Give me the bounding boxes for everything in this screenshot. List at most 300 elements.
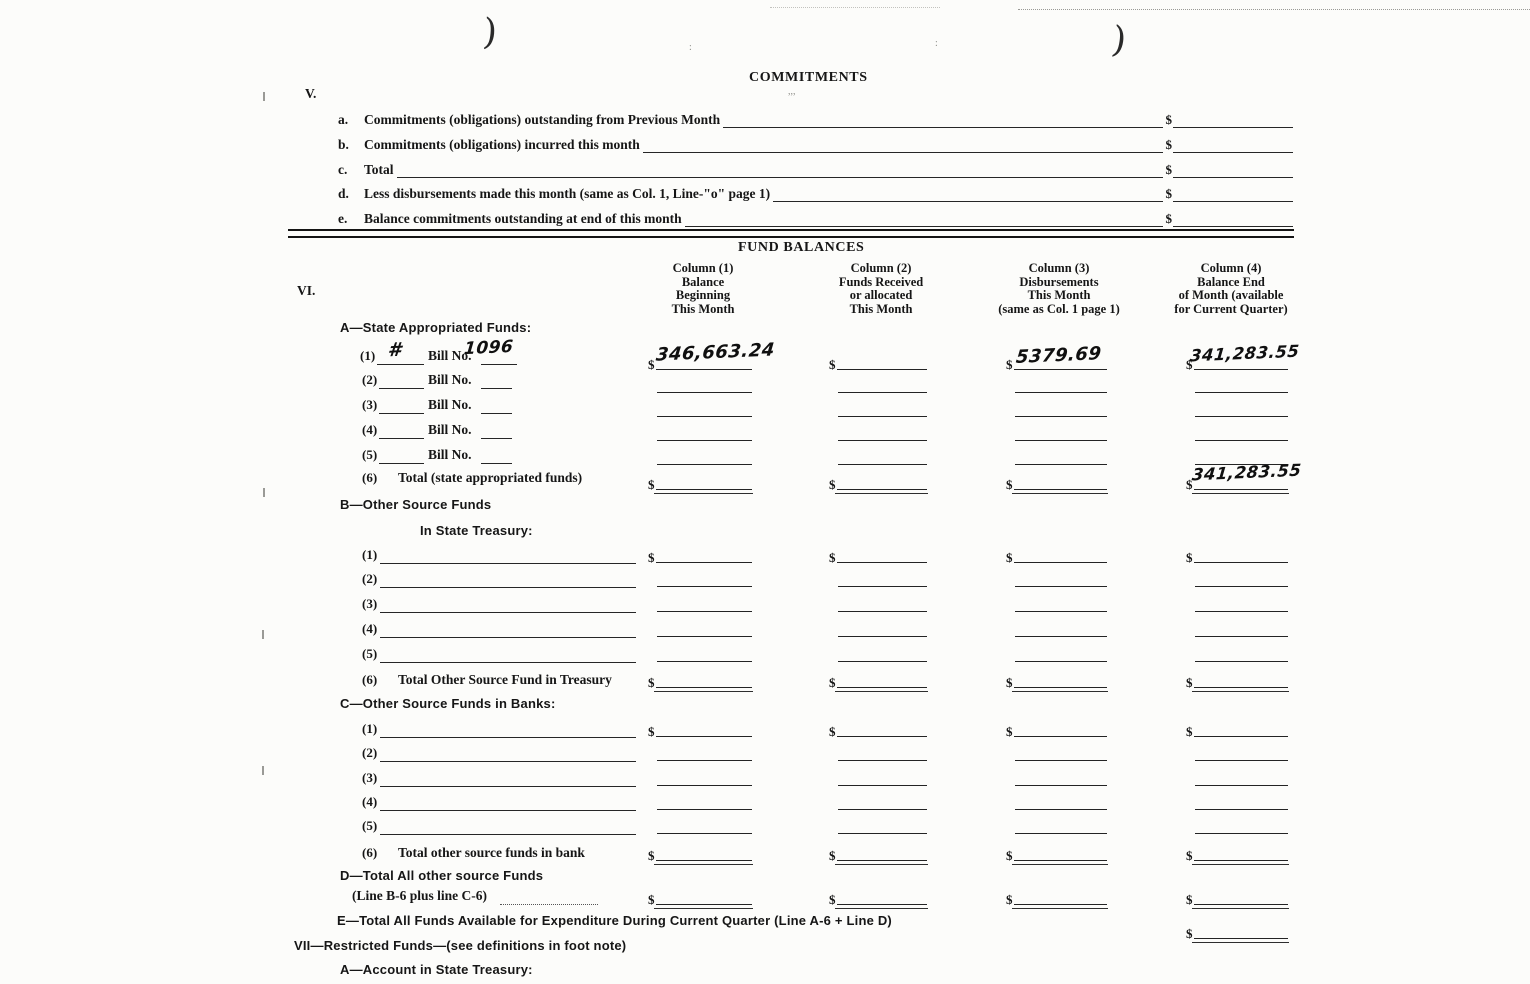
cell-b4-c3 <box>1006 618 1107 637</box>
amount-line <box>1194 717 1289 737</box>
amount-line <box>838 373 927 393</box>
dollar-sign: $ <box>829 848 836 863</box>
cell-c4-c2 <box>829 791 927 810</box>
amount-line <box>837 350 928 370</box>
scan-artifact-speck <box>262 766 264 775</box>
column-header-line: Column (2) <box>850 261 912 275</box>
column-header-line: This Month <box>671 301 735 316</box>
dollar-sign: $ <box>1186 892 1193 907</box>
amount-line <box>1195 642 1288 662</box>
dollar-sign: $ <box>1186 357 1193 372</box>
cell-d-c1 <box>648 886 752 905</box>
scan-artifact-paren: ) <box>481 11 499 54</box>
scan-artifact-speck <box>263 92 265 101</box>
cell-b3-c1 <box>648 593 752 612</box>
cell-a4-c1 <box>648 422 752 441</box>
amount-line <box>1015 445 1107 465</box>
description-line <box>380 562 636 564</box>
description-line <box>380 586 636 588</box>
cell-b2-c1 <box>648 568 752 587</box>
row-e-label: E—Total All Funds Available for Expenditure During Current Quarter (Line A-6 + Line D) <box>337 913 892 928</box>
commitment-row-d <box>338 182 1293 202</box>
cell-b3-c4 <box>1186 593 1288 612</box>
cell-b2-c4 <box>1186 568 1288 587</box>
commitment-row-e <box>338 207 1293 227</box>
bill-no-line <box>481 462 512 464</box>
cell-b6-c2 <box>829 669 927 688</box>
dollar-sign: $ <box>1186 848 1193 863</box>
cell-c4-c4 <box>1186 791 1288 810</box>
amount-line <box>656 668 753 688</box>
dollar-sign: $ <box>1006 357 1013 372</box>
cell-b1-c4 <box>1186 544 1288 563</box>
cell-a5-c2 <box>829 446 927 465</box>
dollar-sign: $ <box>1006 724 1013 739</box>
cell-b6-c3 <box>1006 669 1107 688</box>
scan-artifact-mark: : <box>935 38 938 49</box>
row-number: (5) <box>362 447 378 462</box>
row-number: (2) <box>362 571 378 586</box>
amount-line <box>1173 176 1293 178</box>
amount-line <box>656 841 753 861</box>
column-header-3 <box>969 262 1149 316</box>
cell-b4-c2 <box>829 618 927 637</box>
handwritten-a1-col3: 5379.69 <box>1015 343 1103 368</box>
dollar-sign: $ <box>1165 112 1172 127</box>
cell-c5-c1 <box>648 815 752 834</box>
bill-no-line <box>481 363 517 365</box>
row-number: (6) <box>362 845 378 860</box>
column-header-4 <box>1141 262 1321 316</box>
column-header-2 <box>791 262 971 316</box>
dollar-sign: $ <box>1006 892 1013 907</box>
dollar-sign: $ <box>1165 186 1172 201</box>
cell-c3-c1 <box>648 767 752 786</box>
dollar-sign: $ <box>829 892 836 907</box>
cell-c3-c3 <box>1006 767 1107 786</box>
cell-c2-c4 <box>1186 742 1288 761</box>
amount-line <box>657 373 752 393</box>
amount-line <box>1195 617 1288 637</box>
dollar-sign: $ <box>1186 477 1193 492</box>
dollar-sign: $ <box>1186 724 1193 739</box>
cell-b6-c4 <box>1186 669 1288 688</box>
cell-c3-c2 <box>829 767 927 786</box>
row-letter: c. <box>338 162 348 177</box>
row-number: (6) <box>362 470 378 485</box>
dollar-sign: $ <box>648 724 655 739</box>
column-header-line: Column (4) <box>1200 261 1262 275</box>
section-vii-heading: VII—Restricted Funds—(see definitions in foot note) <box>294 938 627 953</box>
amount-line <box>1014 885 1108 905</box>
amount-line <box>1195 790 1288 810</box>
cell-c6-c2 <box>829 842 927 861</box>
amount-line <box>1015 421 1107 441</box>
scan-artifact-mark: : <box>689 42 692 53</box>
amount-line <box>1015 397 1107 417</box>
dollar-sign: $ <box>648 675 655 690</box>
description-line <box>380 661 636 663</box>
fill-line <box>685 225 1163 227</box>
bill-prefix-line <box>379 412 424 414</box>
description-line <box>380 809 636 811</box>
amount-line <box>838 642 927 662</box>
cell-b2-c3 <box>1006 568 1107 587</box>
dollar-sign: $ <box>1165 162 1172 177</box>
dollar-sign: $ <box>1165 211 1172 226</box>
amount-line <box>1015 642 1107 662</box>
section-b-subheading: In State Treasury: <box>420 523 533 538</box>
amount-line <box>837 885 928 905</box>
amount-line <box>1173 225 1293 227</box>
section-a-heading: A—State Appropriated Funds: <box>340 320 532 335</box>
bill-prefix-line <box>377 363 424 365</box>
amount-line <box>1194 919 1289 939</box>
bill-no-label: Bill No. <box>428 447 472 462</box>
amount-line <box>1195 814 1288 834</box>
row-letter: e. <box>338 211 348 226</box>
scan-artifact-line <box>770 6 940 8</box>
commitment-row-a <box>338 108 1293 128</box>
cell-a6-c2 <box>829 471 927 490</box>
amount-line <box>1194 885 1289 905</box>
amount-line <box>1015 373 1107 393</box>
section-c-heading: C—Other Source Funds in Banks: <box>340 696 556 711</box>
amount-line <box>838 397 927 417</box>
amount-line <box>657 421 752 441</box>
cell-a6-c3 <box>1006 471 1107 490</box>
dollar-sign: $ <box>648 848 655 863</box>
row-number: (4) <box>362 621 378 636</box>
dollar-sign: $ <box>829 550 836 565</box>
commitments-title: COMMITMENTS <box>749 70 868 85</box>
cell-a3-c1 <box>648 398 752 417</box>
amount-line <box>1015 790 1107 810</box>
cell-c6-c3 <box>1006 842 1107 861</box>
commitment-row-b <box>338 133 1293 153</box>
cell-b6-c1 <box>648 669 752 688</box>
row-letter: d. <box>338 186 349 201</box>
column-header-line: Balance <box>681 274 725 289</box>
column-header-line: Balance End <box>1197 274 1265 289</box>
column-header-line: Beginning <box>675 288 731 302</box>
cell-a5-c1 <box>648 446 752 465</box>
cell-b4-c4 <box>1186 618 1288 637</box>
total-label: Total Other Source Fund in Treasury <box>398 672 612 687</box>
cell-a1-c2 <box>829 351 927 370</box>
description-line <box>380 736 636 738</box>
amount-line <box>1195 397 1288 417</box>
row-label: Balance commitments outstanding at end of this month <box>364 211 682 226</box>
cell-c5-c2 <box>829 815 927 834</box>
dollar-sign: $ <box>648 550 655 565</box>
row-label: Less disbursements made this month (same as Col. 1, Line-"o" page 1) <box>364 186 771 201</box>
amount-line <box>1195 373 1288 393</box>
row-number: (2) <box>362 745 378 760</box>
handwritten-a6-col4: 341,283.55 <box>1191 460 1303 485</box>
amount-line <box>657 642 752 662</box>
cell-b3-c3 <box>1006 593 1107 612</box>
row-number: (2) <box>362 372 378 387</box>
amount-line <box>838 592 927 612</box>
amount-line <box>1014 543 1108 563</box>
dollar-sign: $ <box>829 357 836 372</box>
cell-c4-c3 <box>1006 791 1107 810</box>
row-label: Total <box>364 162 394 177</box>
amount-line <box>1014 668 1108 688</box>
fund-balances-title: FUND BALANCES <box>738 240 865 255</box>
description-line <box>380 760 636 762</box>
bill-prefix-line <box>379 437 424 439</box>
row-d-label-1: D—Total All other source Funds <box>340 868 544 883</box>
handwritten-bill-prefix: # <box>386 338 403 362</box>
fill-line <box>397 176 1163 178</box>
column-header-line: Funds Received <box>838 274 924 289</box>
cell-b1-c1 <box>648 544 752 563</box>
amount-line <box>838 814 927 834</box>
amount-line <box>1173 126 1293 128</box>
dollar-sign: $ <box>1006 848 1013 863</box>
cell-c4-c1 <box>648 791 752 810</box>
amount-line <box>657 445 752 465</box>
row-number: (4) <box>362 794 378 809</box>
column-header-line: or allocated <box>849 288 913 302</box>
cell-b5-c2 <box>829 643 927 662</box>
handwritten-bill-no: 1096 <box>463 336 515 360</box>
amount-line <box>838 445 927 465</box>
amount-line <box>656 543 753 563</box>
commitment-row-c <box>338 158 1293 178</box>
handwritten-a1-col4: 341,283.55 <box>1189 341 1301 366</box>
bill-prefix-line <box>379 462 424 464</box>
amount-line <box>1195 741 1288 761</box>
cell-a3-c3 <box>1006 398 1107 417</box>
row-letter: a. <box>338 112 349 127</box>
amount-line <box>837 841 928 861</box>
amount-line <box>838 741 927 761</box>
fill-line <box>643 151 1163 153</box>
row-number: (5) <box>362 818 378 833</box>
amount-line <box>1195 766 1288 786</box>
row-label: Commitments (obligations) outstanding from Previous Month <box>364 112 721 127</box>
dollar-sign: $ <box>648 892 655 907</box>
row-number: (1) <box>362 547 378 562</box>
row-number: (3) <box>362 596 378 611</box>
cell-d-c3 <box>1006 886 1107 905</box>
cell-c1-c3 <box>1006 718 1107 737</box>
amount-line <box>1194 543 1289 563</box>
handwritten-a1-col1: 346,663.24 <box>655 339 776 366</box>
fill-line <box>723 126 1162 128</box>
scan-artifact-speck <box>263 488 265 497</box>
cell-b3-c2 <box>829 593 927 612</box>
cell-b5-c3 <box>1006 643 1107 662</box>
column-header-line: Disbursements <box>1019 274 1099 289</box>
section-vii-sub-heading: A—Account in State Treasury: <box>340 962 533 977</box>
bill-no-line <box>481 412 512 414</box>
section-b-heading: B—Other Source Funds <box>340 497 492 512</box>
column-header-line: Column (3) <box>1028 261 1090 275</box>
cell-c2-c1 <box>648 742 752 761</box>
bill-no-line <box>481 437 512 439</box>
dollar-sign: $ <box>1186 550 1193 565</box>
cell-b1-c2 <box>829 544 927 563</box>
amount-line <box>656 470 753 490</box>
cell-c1-c1 <box>648 718 752 737</box>
column-header-1 <box>613 262 793 316</box>
row-number: (4) <box>362 422 378 437</box>
column-header-line: This Month <box>849 301 913 316</box>
amount-line <box>656 885 753 905</box>
section-divider <box>288 229 1294 238</box>
cell-a3-c2 <box>829 398 927 417</box>
dollar-sign: $ <box>829 477 836 492</box>
description-line <box>380 611 636 613</box>
cell-a3-c4 <box>1186 398 1288 417</box>
cell-c1-c2 <box>829 718 927 737</box>
bill-no-label: Bill No. <box>428 397 472 412</box>
amount-line <box>1015 617 1107 637</box>
column-header-line: for Current Quarter) <box>1174 301 1288 316</box>
row-number: (5) <box>362 646 378 661</box>
dollar-sign: $ <box>1006 550 1013 565</box>
cell-a2-c4 <box>1186 374 1288 393</box>
cell-a4-c2 <box>829 422 927 441</box>
section-number-v: V. <box>305 86 317 101</box>
amount-line <box>838 567 927 587</box>
cell-d-c2 <box>829 886 927 905</box>
cell-c6-c1 <box>648 842 752 861</box>
cell-b1-c3 <box>1006 544 1107 563</box>
dollar-sign: $ <box>648 357 655 372</box>
cell-a2-c2 <box>829 374 927 393</box>
amount-line <box>1173 151 1293 153</box>
cell-a6-c1 <box>648 471 752 490</box>
amount-line <box>1195 421 1288 441</box>
row-number: (3) <box>362 397 378 412</box>
row-d-label-2: (Line B-6 plus line C-6) <box>352 888 488 903</box>
cell-c3-c4 <box>1186 767 1288 786</box>
bill-no-label: Bill No. <box>428 348 472 363</box>
row-number: (3) <box>362 770 378 785</box>
cell-c2-c2 <box>829 742 927 761</box>
cell-b5-c4 <box>1186 643 1288 662</box>
cell-c2-c3 <box>1006 742 1107 761</box>
cell-b2-c2 <box>829 568 927 587</box>
cell-a2-c3 <box>1006 374 1107 393</box>
amount-line <box>1015 766 1107 786</box>
column-header-line: (same as Col. 1 page 1) <box>998 301 1120 316</box>
amount-line <box>657 617 752 637</box>
amount-line <box>656 717 753 737</box>
amount-line <box>1015 814 1107 834</box>
amount-line <box>1195 567 1288 587</box>
cell-a4-c3 <box>1006 422 1107 441</box>
dollar-sign: $ <box>1006 477 1013 492</box>
amount-line <box>1015 592 1107 612</box>
dollar-sign: $ <box>1165 137 1172 152</box>
amount-line <box>838 617 927 637</box>
row-label: Commitments (obligations) incurred this month <box>364 137 640 152</box>
row-letter: b. <box>338 137 349 152</box>
bill-prefix-line <box>379 387 424 389</box>
cell-b4-c1 <box>648 618 752 637</box>
amount-line <box>837 543 928 563</box>
amount-line <box>1173 200 1293 202</box>
dollar-sign: $ <box>648 477 655 492</box>
bill-no-label: Bill No. <box>428 422 472 437</box>
amount-line <box>657 766 752 786</box>
fill-line <box>773 200 1162 202</box>
amount-line <box>657 592 752 612</box>
amount-line <box>657 741 752 761</box>
dollar-sign: $ <box>1006 675 1013 690</box>
cell-e-c4 <box>1186 920 1288 939</box>
row-number: (1) <box>362 721 378 736</box>
amount-line <box>1015 741 1107 761</box>
amount-line <box>657 567 752 587</box>
amount-line <box>1014 470 1108 490</box>
amount-line <box>657 814 752 834</box>
amount-line <box>1195 592 1288 612</box>
amount-line <box>1194 841 1289 861</box>
amount-line <box>837 470 928 490</box>
row-number: (6) <box>362 672 378 687</box>
amount-line <box>1015 567 1107 587</box>
amount-line <box>657 397 752 417</box>
cell-a5-c3 <box>1006 446 1107 465</box>
dollar-sign: $ <box>1186 926 1193 941</box>
cell-a4-c4 <box>1186 422 1288 441</box>
amount-line <box>838 421 927 441</box>
description-line <box>380 785 636 787</box>
cell-a2-c1 <box>648 374 752 393</box>
cell-c6-c4 <box>1186 842 1288 861</box>
cell-d-c4 <box>1186 886 1288 905</box>
scan-artifact-line <box>1018 8 1530 10</box>
description-line <box>380 636 636 638</box>
amount-line <box>657 790 752 810</box>
bill-no-label: Bill No. <box>428 372 472 387</box>
cell-c1-c4 <box>1186 718 1288 737</box>
amount-line <box>838 790 927 810</box>
scan-artifact-paren: ) <box>1109 19 1129 62</box>
dollar-sign: $ <box>829 724 836 739</box>
column-header-line: This Month <box>1027 288 1091 302</box>
scan-artifact-speck <box>262 630 264 639</box>
dollar-sign: $ <box>1186 675 1193 690</box>
dollar-sign: $ <box>829 675 836 690</box>
total-label: Total (state appropriated funds) <box>398 470 583 485</box>
bill-no-line <box>481 387 512 389</box>
column-header-line: of Month (available <box>1178 288 1284 302</box>
row-number: (1) <box>360 348 376 363</box>
amount-line <box>1014 841 1108 861</box>
scan-artifact-mark: ,,, <box>788 86 796 97</box>
amount-line <box>1014 717 1108 737</box>
amount-line <box>837 668 928 688</box>
section-number-vi: VI. <box>297 283 316 298</box>
cell-b5-c1 <box>648 643 752 662</box>
amount-line <box>1194 668 1289 688</box>
total-label: Total other source funds in bank <box>398 845 585 860</box>
cell-c5-c4 <box>1186 815 1288 834</box>
amount-line <box>838 766 927 786</box>
column-header-line: Column (1) <box>672 261 734 275</box>
cell-c5-c3 <box>1006 815 1107 834</box>
amount-line <box>837 717 928 737</box>
description-line <box>380 833 636 835</box>
